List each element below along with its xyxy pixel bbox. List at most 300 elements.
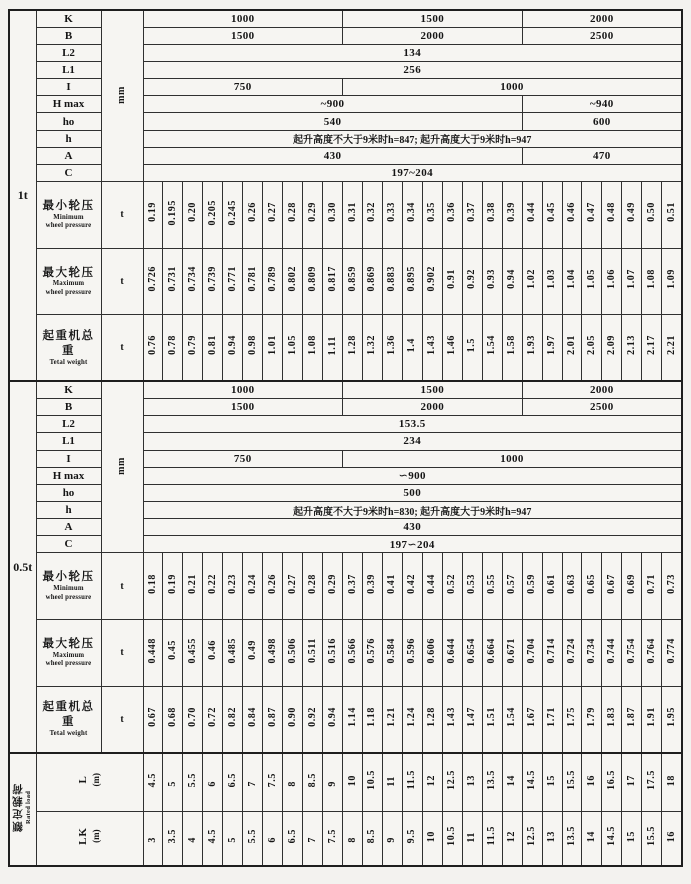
data-value-vertical: 0.71	[645, 573, 657, 594]
dim-value-cell: 2000	[343, 399, 523, 416]
data-value-vertical: 0.506	[286, 637, 298, 664]
data-value-vertical: 0.59	[526, 573, 538, 594]
data-value-vertical: 0.22	[206, 573, 218, 594]
data-value-vertical: 1.04	[565, 269, 577, 289]
data-value-vertical: 0.485	[226, 637, 238, 664]
data-value-cell	[323, 553, 343, 620]
dim-value-cell: 256	[143, 61, 682, 78]
data-value-cell	[562, 620, 582, 687]
span-value-vertical: 9	[326, 780, 338, 787]
span-value-vertical: 14	[506, 775, 518, 787]
data-value-cell	[542, 182, 562, 249]
data-value-cell	[642, 315, 662, 382]
data-value-vertical: 0.53	[466, 573, 478, 594]
row-label-en: wheel pressure	[45, 222, 92, 230]
data-value-cell	[362, 248, 382, 315]
crane-spec-table	[8, 9, 683, 867]
span-value-cell	[402, 811, 422, 866]
data-value-cell	[163, 182, 183, 249]
data-value-vertical: 0.644	[446, 637, 458, 664]
dim-value-cell: 1000	[343, 79, 682, 96]
data-value-vertical: 1.93	[526, 335, 538, 356]
data-value-vertical: 1.83	[605, 706, 617, 727]
data-value-cell	[382, 553, 402, 620]
span-label-cell	[36, 753, 143, 812]
dim-value-cell: 750	[143, 79, 343, 96]
row-label-cn: 最小轮压	[42, 571, 95, 584]
data-value-cell	[462, 248, 482, 315]
data-value-vertical: 0.24	[246, 573, 258, 594]
span-value-vertical: 14.5	[526, 769, 538, 790]
data-value-vertical: 0.45	[546, 202, 558, 223]
data-row	[9, 315, 682, 382]
data-value-vertical: 0.455	[186, 637, 198, 664]
data-value-vertical: 0.57	[506, 573, 518, 594]
data-value-vertical: 1.54	[486, 335, 498, 356]
data-value-cell	[562, 553, 582, 620]
dim-value-cell: 2000	[343, 27, 523, 44]
data-value-cell	[522, 315, 542, 382]
data-value-cell	[502, 182, 522, 249]
data-value-vertical: 1.5	[466, 338, 478, 353]
span-value-vertical: 9.5	[406, 828, 418, 844]
data-value-cell	[582, 620, 602, 687]
data-value-vertical: 0.39	[506, 202, 518, 223]
span-value-vertical: 6	[206, 780, 218, 787]
data-value-vertical: 0.87	[266, 706, 278, 727]
dim-value-cell: 起升高度不大于9米时h=830; 起升高度大于9米时h=947	[143, 501, 682, 518]
data-value-cell	[243, 248, 263, 315]
data-value-cell	[482, 553, 502, 620]
data-value-cell	[582, 248, 602, 315]
span-value-cell	[243, 811, 263, 866]
data-value-vertical: 0.859	[346, 266, 358, 292]
data-value-vertical: 1.97	[546, 335, 558, 356]
data-value-vertical: 1.02	[526, 269, 538, 289]
data-value-vertical: 1.46	[446, 335, 458, 356]
span-value-vertical: 7.5	[266, 772, 278, 787]
param-label-cell: A	[36, 147, 101, 164]
span-value-vertical: 12	[506, 831, 518, 843]
data-value-vertical: 0.744	[605, 637, 617, 664]
span-value-cell	[642, 753, 662, 812]
data-value-cell	[203, 553, 223, 620]
data-value-cell	[442, 553, 462, 620]
data-value-vertical: 1.54	[506, 706, 518, 727]
data-value-vertical: 0.76	[146, 335, 158, 356]
data-value-cell	[522, 553, 542, 620]
span-value-cell	[323, 753, 343, 812]
span-value-vertical: 13	[466, 775, 478, 787]
dim-row	[9, 381, 682, 398]
span-label-unit: (m)	[90, 773, 101, 787]
data-value-vertical: 0.36	[446, 202, 458, 223]
data-value-cell	[402, 553, 422, 620]
data-value-cell	[622, 315, 642, 382]
data-value-vertical: 0.29	[326, 573, 338, 594]
span-row	[9, 811, 682, 866]
data-value-cell	[183, 620, 203, 687]
data-value-vertical: 1.28	[346, 335, 358, 356]
data-value-cell	[303, 182, 323, 249]
span-value-cell	[542, 753, 562, 812]
data-value-vertical: 0.809	[306, 266, 318, 292]
data-value-cell	[542, 620, 562, 687]
data-value-cell	[602, 182, 622, 249]
data-value-vertical: 1.28	[426, 706, 438, 727]
unit-cell: t	[101, 315, 143, 382]
data-value-vertical: 0.45	[166, 640, 178, 661]
param-label-cell: K	[36, 10, 101, 27]
row-label-cn: 最小轮压	[42, 199, 95, 212]
dim-value-cell: 430	[143, 147, 522, 164]
data-value-vertical: 0.91	[446, 269, 458, 289]
span-value-vertical: 14.5	[605, 825, 617, 846]
span-value-cell	[323, 811, 343, 866]
span-value-cell	[203, 811, 223, 866]
data-value-vertical: 0.30	[326, 202, 338, 223]
data-value-cell	[243, 553, 263, 620]
data-value-vertical: 0.739	[206, 266, 218, 292]
dim-value-cell: 2500	[522, 399, 682, 416]
param-label-cell: L2	[36, 44, 101, 61]
data-value-cell	[223, 315, 243, 382]
data-value-vertical: 0.37	[346, 573, 358, 594]
span-value-vertical: 7	[246, 780, 258, 787]
table-body	[9, 10, 682, 866]
span-value-cell	[502, 811, 522, 866]
data-value-vertical: 0.195	[166, 199, 178, 226]
data-value-vertical: 0.902	[426, 266, 438, 292]
capacity-cell: 0.5t	[9, 381, 36, 752]
data-value-cell	[183, 248, 203, 315]
data-value-cell	[602, 248, 622, 315]
data-value-cell	[263, 182, 283, 249]
data-value-cell	[323, 686, 343, 753]
span-value-vertical: 6.5	[226, 772, 238, 787]
dim-value-cell: 540	[143, 113, 522, 130]
data-value-vertical: 0.576	[366, 637, 378, 664]
dim-row	[9, 10, 682, 27]
dim-value-cell: 153.5	[143, 416, 682, 433]
data-value-cell	[343, 315, 363, 382]
dim-value-cell: 1000	[143, 381, 343, 398]
data-value-vertical: 0.61	[546, 573, 558, 594]
data-value-vertical: 0.606	[426, 637, 438, 664]
data-value-cell	[422, 182, 442, 249]
data-value-vertical: 0.771	[226, 266, 238, 292]
row-label-cn: 起重机总重	[42, 701, 95, 728]
row-label-cell	[36, 182, 101, 249]
data-value-vertical: 0.65	[585, 573, 597, 594]
data-value-vertical: 0.596	[406, 637, 418, 664]
data-value-cell	[243, 182, 263, 249]
data-value-cell	[143, 182, 163, 249]
data-value-cell	[223, 620, 243, 687]
span-value-cell	[422, 753, 442, 812]
data-value-vertical: 0.37	[466, 202, 478, 223]
row-label-en: Maximum	[52, 280, 85, 288]
row-label-en: Minimum	[53, 585, 84, 593]
data-value-cell	[582, 686, 602, 753]
dim-value-cell: 1000	[343, 450, 682, 467]
data-value-cell	[183, 182, 203, 249]
data-value-vertical: 1.36	[386, 335, 398, 356]
dim-value-cell: ~900	[143, 96, 522, 113]
data-value-cell	[303, 248, 323, 315]
span-value-vertical: 7	[306, 836, 318, 843]
data-value-cell	[303, 315, 323, 382]
param-label-cell: A	[36, 519, 101, 536]
data-value-cell	[402, 686, 422, 753]
data-value-cell	[542, 686, 562, 753]
data-value-cell	[323, 620, 343, 687]
data-value-vertical: 0.78	[166, 335, 178, 356]
data-value-cell	[343, 553, 363, 620]
data-row	[9, 553, 682, 620]
data-value-cell	[542, 248, 562, 315]
data-value-cell	[382, 248, 402, 315]
data-value-cell	[223, 248, 243, 315]
data-value-vertical: 0.42	[406, 573, 418, 594]
data-value-vertical: 1.95	[665, 706, 677, 727]
dim-value-cell: 起升高度不大于9米时h=847; 起升高度大于9米时h=947	[143, 130, 682, 147]
span-value-cell	[582, 753, 602, 812]
span-value-cell	[562, 811, 582, 866]
data-value-cell	[402, 620, 422, 687]
data-value-vertical: 0.63	[565, 573, 577, 594]
span-value-vertical: 15	[546, 775, 558, 787]
span-value-cell	[223, 811, 243, 866]
span-row	[9, 753, 682, 812]
span-value-cell	[402, 753, 422, 812]
data-value-cell	[502, 620, 522, 687]
param-label-cell: C	[36, 536, 101, 553]
data-value-vertical: 0.31	[346, 202, 358, 223]
data-row	[9, 686, 682, 753]
span-value-vertical: 16	[585, 775, 597, 787]
data-value-vertical: 0.584	[386, 637, 398, 664]
span-value-vertical: 11	[386, 775, 398, 787]
data-value-cell	[442, 315, 462, 382]
data-value-cell	[602, 620, 622, 687]
data-value-cell	[263, 315, 283, 382]
data-value-cell	[522, 182, 542, 249]
data-value-cell	[582, 553, 602, 620]
data-value-cell	[602, 315, 622, 382]
data-value-cell	[462, 553, 482, 620]
data-value-vertical: 1.01	[266, 335, 278, 356]
data-value-cell	[662, 686, 682, 753]
span-value-vertical: 6	[266, 836, 278, 843]
span-value-cell	[362, 811, 382, 866]
capacity-cell: 1t	[9, 10, 36, 381]
data-value-cell	[382, 315, 402, 382]
span-value-cell	[442, 753, 462, 812]
span-value-cell	[243, 753, 263, 812]
row-label-cn: 起重机总重	[42, 329, 95, 357]
unit-cell: t	[101, 553, 143, 620]
data-value-vertical: 0.869	[366, 266, 378, 292]
span-value-cell	[462, 753, 482, 812]
span-value-cell	[183, 811, 203, 866]
data-value-vertical: 2.05	[585, 335, 597, 356]
data-value-vertical: 0.73	[665, 573, 677, 594]
data-value-cell	[442, 620, 462, 687]
data-value-cell	[143, 553, 163, 620]
data-value-cell	[622, 553, 642, 620]
dim-value-cell: 470	[522, 147, 682, 164]
dim-value-cell: 197∽204	[143, 536, 682, 553]
span-value-vertical: 5	[166, 780, 178, 787]
data-value-cell	[662, 553, 682, 620]
data-value-vertical: 1.79	[585, 706, 597, 727]
data-value-cell	[422, 315, 442, 382]
span-label-block	[77, 827, 102, 845]
span-value-cell	[502, 753, 522, 812]
data-value-cell	[303, 620, 323, 687]
dim-value-cell: 197~204	[143, 164, 682, 181]
row-label-cell	[36, 315, 101, 382]
span-value-vertical: 15.5	[645, 825, 657, 846]
data-value-vertical: 0.92	[306, 706, 318, 727]
data-value-vertical: 0.94	[226, 335, 238, 356]
data-value-vertical: 0.734	[186, 266, 198, 292]
span-value-cell	[642, 811, 662, 866]
data-value-cell	[243, 315, 263, 382]
data-value-cell	[662, 182, 682, 249]
data-value-vertical: 0.34	[406, 202, 418, 223]
data-value-vertical: 0.46	[206, 640, 218, 661]
data-value-cell	[323, 182, 343, 249]
data-value-vertical: 0.28	[306, 573, 318, 594]
span-value-cell	[462, 811, 482, 866]
data-value-vertical: 1.43	[446, 706, 458, 727]
data-value-vertical: 0.26	[246, 202, 258, 223]
span-value-cell	[662, 811, 682, 866]
span-value-vertical: 17.5	[645, 769, 657, 790]
data-value-cell	[283, 248, 303, 315]
data-value-cell	[542, 553, 562, 620]
data-value-cell	[482, 182, 502, 249]
span-value-cell	[522, 753, 542, 812]
span-label-main: LK	[77, 826, 89, 845]
param-label-cell: ho	[36, 113, 101, 130]
span-value-cell	[203, 753, 223, 812]
row-label-en: wheel pressure	[45, 593, 92, 601]
span-value-vertical: 3	[146, 836, 158, 843]
data-value-vertical: 0.84	[246, 706, 258, 727]
span-value-vertical: 13	[546, 831, 558, 843]
data-value-vertical: 0.883	[386, 266, 398, 292]
span-value-cell	[522, 811, 542, 866]
data-value-vertical: 0.245	[226, 199, 238, 226]
data-value-cell	[243, 686, 263, 753]
data-value-cell	[143, 315, 163, 382]
data-value-cell	[602, 553, 622, 620]
data-value-vertical: 0.18	[146, 573, 158, 594]
data-value-vertical: 0.566	[346, 637, 358, 664]
span-value-vertical: 9	[386, 836, 398, 843]
span-value-vertical: 4	[186, 836, 198, 843]
data-value-vertical: 0.82	[226, 706, 238, 727]
data-value-vertical: 0.516	[326, 637, 338, 664]
span-value-cell	[343, 753, 363, 812]
span-value-cell	[422, 811, 442, 866]
span-value-cell	[482, 753, 502, 812]
span-value-cell	[602, 753, 622, 812]
dim-value-cell: 2500	[522, 27, 682, 44]
data-value-cell	[622, 248, 642, 315]
data-value-vertical: 0.39	[366, 573, 378, 594]
span-value-vertical: 8	[286, 780, 298, 787]
data-value-vertical: 1.18	[366, 706, 378, 727]
span-value-cell	[303, 753, 323, 812]
span-value-vertical: 5.5	[246, 828, 258, 844]
data-value-cell	[402, 315, 422, 382]
data-value-cell	[462, 182, 482, 249]
span-value-vertical: 10	[346, 775, 358, 787]
data-value-vertical: 0.49	[625, 202, 637, 223]
data-value-vertical: 0.20	[186, 202, 198, 223]
dim-value-cell: 1500	[143, 27, 343, 44]
data-value-cell	[662, 248, 682, 315]
data-value-cell	[263, 248, 283, 315]
data-value-vertical: 1.87	[625, 706, 637, 727]
data-value-cell	[622, 686, 642, 753]
param-label-cell: K	[36, 381, 101, 398]
span-value-vertical: 11.5	[486, 826, 498, 846]
dim-value-cell: 1500	[143, 399, 343, 416]
data-value-cell	[223, 182, 243, 249]
crane-spec-sheet	[8, 9, 683, 867]
span-label-unit: (m)	[90, 829, 101, 843]
param-label-cell: L1	[36, 61, 101, 78]
data-value-cell	[362, 553, 382, 620]
dim-value-cell: 430	[143, 519, 682, 536]
span-value-vertical: 13.5	[565, 825, 577, 846]
data-value-cell	[482, 315, 502, 382]
data-value-cell	[382, 182, 402, 249]
data-value-vertical: 0.81	[206, 335, 218, 356]
data-value-cell	[362, 182, 382, 249]
span-value-vertical: 11.5	[406, 770, 418, 790]
span-value-vertical: 5.5	[186, 772, 198, 787]
data-value-vertical: 1.11	[326, 335, 338, 356]
data-value-cell	[502, 686, 522, 753]
data-value-cell	[263, 553, 283, 620]
data-value-vertical: 1.71	[546, 706, 558, 727]
data-value-vertical: 0.802	[286, 266, 298, 292]
data-value-vertical: 0.93	[486, 269, 498, 289]
data-value-vertical: 0.654	[466, 637, 478, 664]
span-label-main: L	[77, 775, 89, 784]
data-value-vertical: 0.48	[605, 202, 617, 223]
data-value-vertical: 1.4	[406, 338, 418, 353]
span-value-cell	[582, 811, 602, 866]
param-label-cell: I	[36, 450, 101, 467]
data-value-cell	[522, 686, 542, 753]
param-label-cell: H max	[36, 467, 101, 484]
row-label-cn: 最大轮压	[42, 637, 95, 650]
row-label-cn: 最大轮压	[42, 266, 95, 279]
data-value-cell	[402, 248, 422, 315]
span-value-cell	[143, 753, 163, 812]
span-value-vertical: 14	[585, 831, 597, 843]
data-value-vertical: 0.714	[546, 637, 558, 664]
data-value-cell	[562, 686, 582, 753]
data-value-vertical: 0.51	[665, 202, 677, 223]
